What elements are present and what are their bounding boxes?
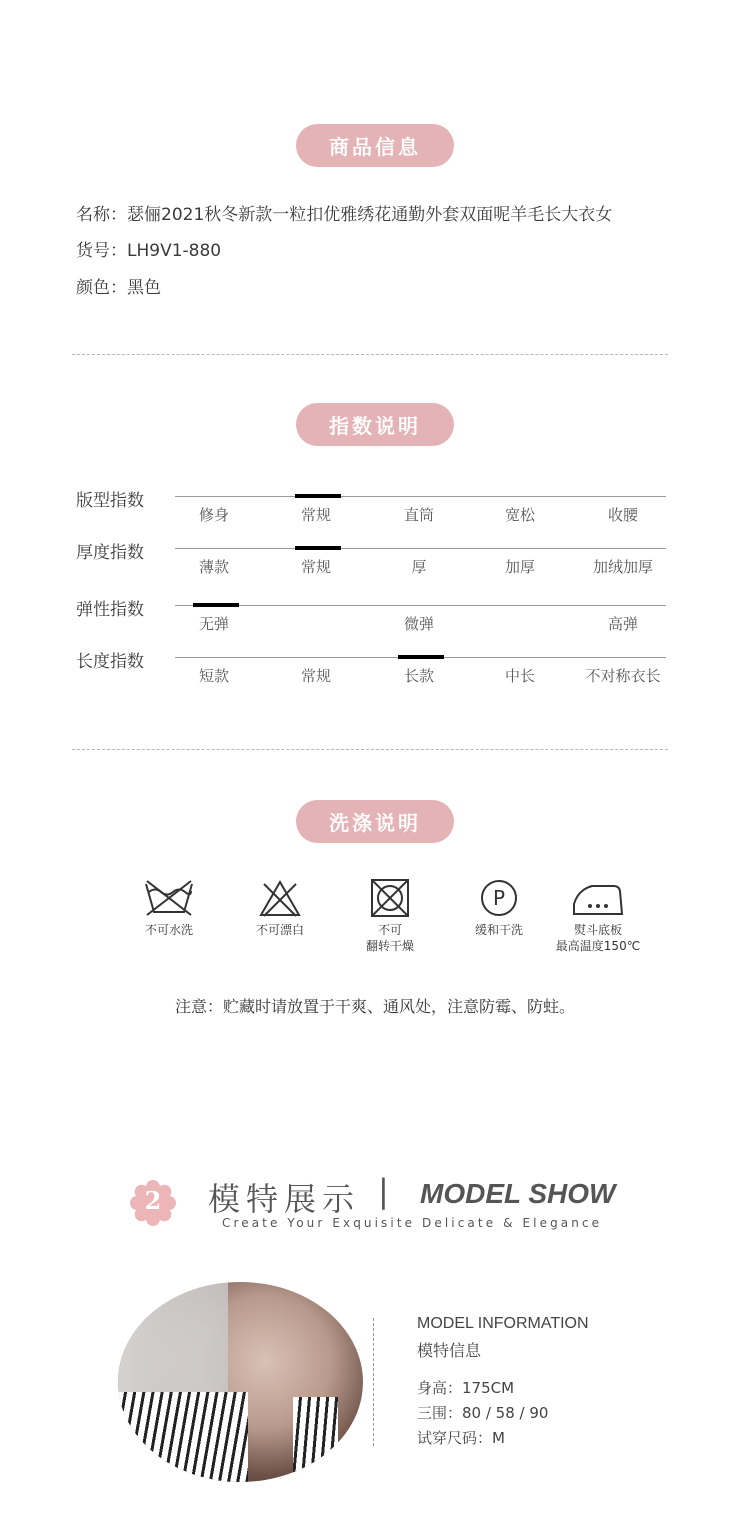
index-option: 常规 <box>300 506 331 524</box>
dry-clean-p-icon <box>473 878 525 918</box>
model-info-title-en: MODEL INFORMATION <box>417 1315 589 1332</box>
product-name: 名称：瑟俪2021秋冬新款一粒扣优雅绣花通勤外套双面呢羊毛长大衣女 <box>76 205 613 225</box>
index-row-label: 弹性指数 <box>76 600 144 620</box>
storage-note: 注意：贮藏时请放置于干爽、通风处，注意防霉、防蛀。 <box>174 997 575 1016</box>
product-color: 颜色：黑色 <box>76 278 161 298</box>
model-height: 身高：175CM <box>417 1379 515 1397</box>
product-info-header: 商品信息 <box>296 124 454 167</box>
index-option: 常规 <box>300 558 331 576</box>
index-option: 不对称衣长 <box>585 667 661 685</box>
index-option: 短款 <box>198 667 229 685</box>
model-show-title-cn: 模特展示 <box>208 1180 361 1218</box>
care-item-no-tumble-dry <box>345 878 435 954</box>
care-item-dry-clean <box>454 878 544 938</box>
index-option: 修身 <box>198 506 229 524</box>
section-number: 2 <box>144 1186 162 1215</box>
model-show-title-en: MODEL SHOW <box>420 1178 616 1209</box>
svg-text:P: P <box>492 886 506 910</box>
care-label: 不可漂白 <box>255 923 304 937</box>
washing-header: 洗涤说明 <box>296 800 454 843</box>
care-label: 熨斗底板 最高温度150℃ <box>555 923 641 953</box>
care-item-iron <box>553 878 643 954</box>
index-option: 无弹 <box>198 615 229 633</box>
index-row-label: 版型指数 <box>76 491 144 511</box>
model-photo <box>118 1282 363 1482</box>
index-selected-marker <box>193 603 239 607</box>
index-option: 直筒 <box>403 506 434 524</box>
index-scale-line <box>175 496 666 497</box>
care-label: 不可 翻转干燥 <box>365 923 414 953</box>
index-header: 指数说明 <box>296 403 454 446</box>
care-item-no-bleach <box>235 878 325 938</box>
index-option: 收腰 <box>607 506 638 524</box>
index-selected-marker <box>398 655 444 659</box>
no-bleach-icon <box>254 878 306 918</box>
title-divider: | <box>378 1172 389 1210</box>
no-wash-icon <box>143 878 195 918</box>
index-option: 加绒加厚 <box>592 558 653 576</box>
index-option: 薄款 <box>198 558 229 576</box>
index-option: 加厚 <box>504 558 535 576</box>
section-divider <box>72 354 668 355</box>
index-option: 宽松 <box>504 506 535 524</box>
care-label: 缓和干洗 <box>474 923 523 937</box>
index-option: 中长 <box>504 667 535 685</box>
care-item-no-wash <box>124 878 214 938</box>
index-selected-marker <box>295 546 341 550</box>
index-row-label: 长度指数 <box>76 652 144 672</box>
index-scale-line <box>175 605 666 606</box>
no-tumble-dry-icon <box>364 878 416 918</box>
model-measurements: 三围：80 / 58 / 90 <box>417 1404 549 1422</box>
model-info-title-cn: 模特信息 <box>417 1341 482 1360</box>
info-divider <box>373 1318 374 1446</box>
index-scale-line <box>175 548 666 549</box>
index-option: 长款 <box>403 667 434 685</box>
index-selected-marker <box>295 494 341 498</box>
index-row-label: 厚度指数 <box>76 543 144 563</box>
index-option: 高弹 <box>607 615 638 633</box>
index-option: 厚 <box>411 558 427 576</box>
product-sku: 货号：LH9V1-880 <box>76 241 222 261</box>
section-divider <box>72 749 668 750</box>
index-option: 微弹 <box>403 615 434 633</box>
index-option: 常规 <box>300 667 331 685</box>
model-size: 试穿尺码：M <box>417 1429 505 1447</box>
care-label: 不可水洗 <box>144 923 193 937</box>
model-show-subtitle: Create Your Exquisite Delicate & Elegance <box>222 1216 603 1230</box>
iron-icon <box>570 878 626 918</box>
